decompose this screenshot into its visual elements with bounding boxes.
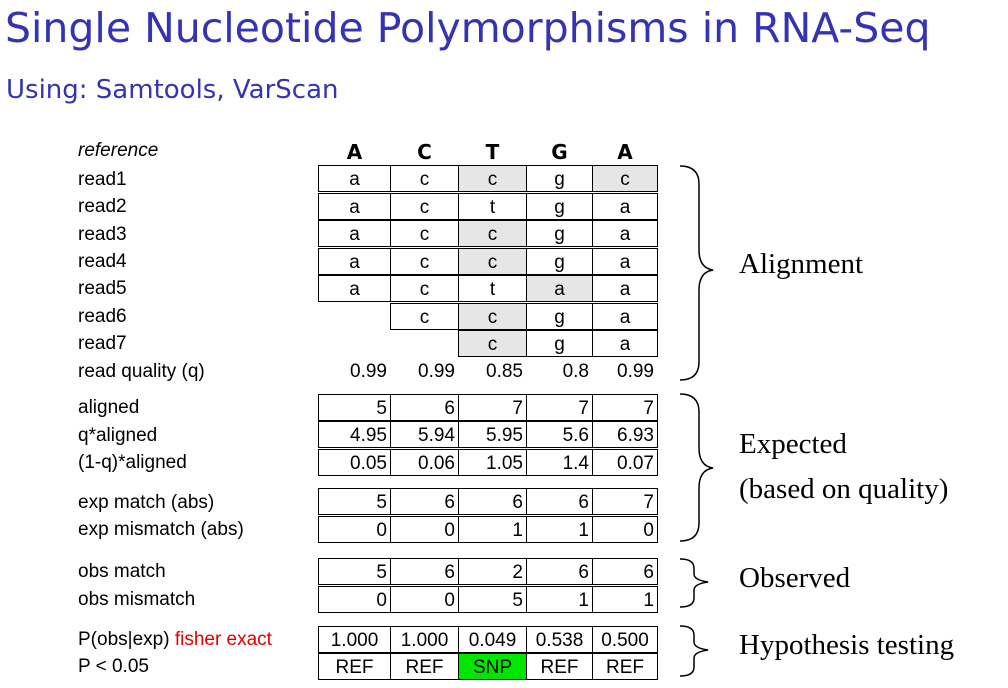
quality-value: 0.99	[350, 361, 387, 382]
aligned-cell: 5	[318, 394, 391, 421]
read-base-cell: c	[390, 220, 459, 247]
quality-value: 0.8	[562, 361, 589, 382]
read-base-cell: c	[390, 303, 459, 330]
p-call-cell: REF	[390, 653, 459, 680]
obs-match-label: obs match	[78, 561, 166, 582]
p-threshold-label: P < 0.05	[78, 656, 149, 677]
read-label-7: read7	[78, 333, 127, 354]
expected-label-line2: (based on quality)	[739, 473, 949, 505]
read-base-cell: g	[526, 248, 593, 275]
exp-match-cell: 6	[458, 488, 527, 515]
read-base-cell: c	[390, 248, 459, 275]
reference-base: G	[551, 140, 568, 164]
observed-brace	[680, 559, 708, 607]
p-value-label	[78, 630, 272, 649]
read-base-cell: a	[592, 193, 658, 220]
q-aligned-cell: 5.95	[458, 421, 527, 448]
read-base-cell: t	[458, 193, 527, 220]
read-label-3: read3	[78, 224, 127, 245]
exp-match-label: exp match (abs)	[78, 492, 215, 513]
one-minus-q-aligned-cell: 0.05	[318, 449, 391, 476]
reference-label: reference	[78, 140, 159, 161]
obs-match-cell: 6	[592, 558, 658, 585]
read-base-cell: g	[526, 165, 593, 192]
reference-base: C	[417, 140, 432, 164]
read-base-cell: a	[592, 330, 658, 357]
expected-label-line1: Expected	[739, 428, 847, 460]
hypothesis-testing-label: Hypothesis testing	[739, 629, 955, 661]
exp-mismatch-cell: 1	[526, 516, 593, 543]
p-value-cell: 1.000	[390, 626, 459, 653]
braces	[680, 0, 720, 688]
one-minus-q-aligned-cell: 1.4	[526, 449, 593, 476]
read-base-cell: c	[458, 248, 527, 275]
p-call-cell: REF	[592, 653, 658, 680]
read-label-5: read5	[78, 278, 127, 299]
read-base-cell: g	[526, 220, 593, 247]
obs-mismatch-label: obs mismatch	[78, 589, 196, 610]
quality-value: 0.99	[418, 361, 455, 382]
obs-match-cell: 5	[318, 558, 391, 585]
obs-match-cell: 2	[458, 558, 527, 585]
obs-mismatch-cell: 0	[318, 586, 391, 613]
p-call-cell: REF	[526, 653, 593, 680]
q-aligned-label: q*aligned	[78, 425, 158, 446]
p-value-cell: 1.000	[318, 626, 391, 653]
one-minus-q-aligned-label: (1-q)*aligned	[78, 452, 187, 473]
read-base-cell: a	[318, 165, 391, 192]
obs-match-cell: 6	[526, 558, 593, 585]
quality-value: 0.99	[617, 361, 654, 382]
read-label-4: read4	[78, 251, 127, 272]
exp-mismatch-cell: 1	[458, 516, 527, 543]
aligned-cell: 7	[526, 394, 593, 421]
read-base-cell: t	[458, 275, 527, 302]
p-value-label-prefix: P(obs|exp)	[78, 629, 170, 650]
obs-match-cell: 6	[390, 558, 459, 585]
p-value-cell: 0.538	[526, 626, 593, 653]
read-base-cell: c	[458, 303, 527, 330]
read-base-cell: c	[458, 220, 527, 247]
read-label-6: read6	[78, 306, 127, 327]
alignment-brace	[680, 166, 713, 380]
read-base-cell: a	[592, 275, 658, 302]
one-minus-q-aligned-cell: 0.07	[592, 449, 658, 476]
exp-match-cell: 5	[318, 488, 391, 515]
aligned-label: aligned	[78, 397, 140, 418]
read-base-cell: a	[318, 220, 391, 247]
read-base-cell: c	[458, 165, 527, 192]
obs-mismatch-cell: 0	[390, 586, 459, 613]
p-value-cell: 0.049	[458, 626, 527, 653]
obs-mismatch-cell: 1	[526, 586, 593, 613]
fisher-exact-label: fisher exact	[174, 629, 272, 650]
read-base-cell: c	[592, 165, 658, 192]
read-base-cell: a	[318, 248, 391, 275]
read-base-cell: c	[390, 165, 459, 192]
q-aligned-cell: 5.6	[526, 421, 593, 448]
read-base-cell: c	[390, 193, 459, 220]
read-base-cell: a	[318, 193, 391, 220]
aligned-cell: 7	[458, 394, 527, 421]
read-base-cell: g	[526, 303, 593, 330]
exp-mismatch-label: exp mismatch (abs)	[78, 519, 244, 540]
read-base-cell: c	[390, 275, 459, 302]
read-base-cell: a	[592, 220, 658, 247]
slide-subtitle: Using: Samtools, VarScan	[6, 75, 339, 105]
hypothesis-brace	[680, 626, 708, 676]
p-call-cell: SNP	[458, 653, 527, 680]
q-aligned-cell: 6.93	[592, 421, 658, 448]
exp-match-cell: 6	[390, 488, 459, 515]
read-base-cell: g	[526, 193, 593, 220]
read-base-cell: a	[592, 303, 658, 330]
read-base-cell: a	[592, 248, 658, 275]
obs-mismatch-cell: 1	[592, 586, 658, 613]
observed-label: Observed	[739, 562, 851, 594]
reference-base: T	[485, 140, 500, 164]
q-aligned-cell: 5.94	[390, 421, 459, 448]
aligned-cell: 7	[592, 394, 658, 421]
exp-mismatch-cell: 0	[592, 516, 658, 543]
quality-value: 0.85	[486, 361, 523, 382]
reference-base: A	[617, 140, 633, 164]
p-value-cell: 0.500	[592, 626, 658, 653]
exp-match-cell: 6	[526, 488, 593, 515]
exp-mismatch-cell: 0	[318, 516, 391, 543]
reference-base: A	[346, 140, 363, 164]
slide-title: Single Nucleotide Polymorphisms in RNA-Seq	[5, 4, 931, 52]
one-minus-q-aligned-cell: 1.05	[458, 449, 527, 476]
exp-mismatch-cell: 0	[390, 516, 459, 543]
aligned-cell: 6	[390, 394, 459, 421]
p-call-cell: REF	[318, 653, 391, 680]
exp-match-cell: 7	[592, 488, 658, 515]
read-label-1: read1	[78, 169, 127, 190]
read-label-2: read2	[78, 196, 127, 217]
read-base-cell: c	[458, 330, 527, 357]
read-base-cell: a	[318, 275, 391, 302]
one-minus-q-aligned-cell: 0.06	[390, 449, 459, 476]
read-base-cell: g	[526, 330, 593, 357]
quality-label: read quality (q)	[78, 361, 205, 382]
obs-mismatch-cell: 5	[458, 586, 527, 613]
q-aligned-cell: 4.95	[318, 421, 391, 448]
expected-brace	[680, 394, 713, 541]
read-base-cell: a	[526, 275, 593, 302]
alignment-label: Alignment	[739, 248, 864, 280]
